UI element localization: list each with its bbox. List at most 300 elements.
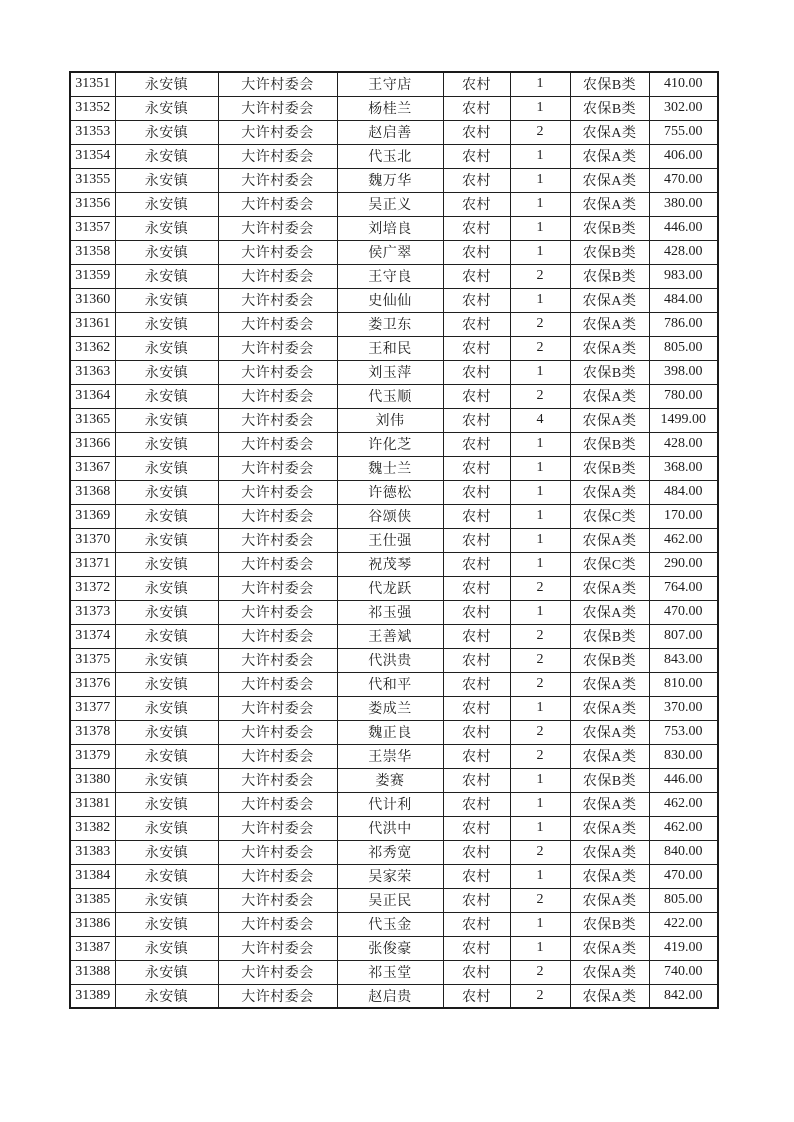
amount-cell: 368.00 [649,456,718,480]
insurance-class-cell: 农保A类 [570,336,649,360]
insurance-class-cell: 农保C类 [570,552,649,576]
person-name-cell: 娄成兰 [337,696,443,720]
category-cell: 农村 [443,72,510,96]
count-cell: 1 [510,432,570,456]
count-cell: 1 [510,360,570,384]
record-id-cell: 31377 [70,696,115,720]
record-id-cell: 31359 [70,264,115,288]
table-row [70,984,718,1008]
table-row [70,960,718,984]
count-cell: 1 [510,936,570,960]
amount-cell: 843.00 [649,648,718,672]
amount-cell: 786.00 [649,312,718,336]
record-id-cell: 31363 [70,360,115,384]
person-name-cell: 许化芝 [337,432,443,456]
table-row [70,168,718,192]
count-cell: 1 [510,696,570,720]
person-name-cell: 代洪中 [337,816,443,840]
person-name-cell: 祁玉堂 [337,960,443,984]
person-name-cell: 代玉金 [337,912,443,936]
count-cell: 1 [510,552,570,576]
village-committee-cell: 大许村委会 [218,288,337,312]
insurance-class-cell: 农保B类 [570,360,649,384]
insurance-class-cell: 农保A类 [570,408,649,432]
town-cell: 永安镇 [115,360,218,384]
count-cell: 2 [510,888,570,912]
insurance-class-cell: 农保B类 [570,456,649,480]
record-id-cell: 31352 [70,96,115,120]
person-name-cell: 刘玉萍 [337,360,443,384]
record-id-cell: 31387 [70,936,115,960]
town-cell: 永安镇 [115,600,218,624]
table-row [70,384,718,408]
insurance-class-cell: 农保A类 [570,792,649,816]
category-cell: 农村 [443,864,510,888]
person-name-cell: 王崇华 [337,744,443,768]
record-id-cell: 31362 [70,336,115,360]
village-committee-cell: 大许村委会 [218,696,337,720]
category-cell: 农村 [443,312,510,336]
amount-cell: 422.00 [649,912,718,936]
town-cell: 永安镇 [115,984,218,1008]
table-row [70,864,718,888]
village-committee-cell: 大许村委会 [218,336,337,360]
table-row [70,72,718,96]
person-name-cell: 娄卫东 [337,312,443,336]
category-cell: 农村 [443,768,510,792]
town-cell: 永安镇 [115,792,218,816]
person-name-cell: 刘伟 [337,408,443,432]
count-cell: 2 [510,576,570,600]
record-id-cell: 31382 [70,816,115,840]
insurance-class-cell: 农保B类 [570,240,649,264]
record-id-cell: 31389 [70,984,115,1008]
village-committee-cell: 大许村委会 [218,72,337,96]
category-cell: 农村 [443,528,510,552]
table-row [70,792,718,816]
count-cell: 1 [510,768,570,792]
count-cell: 2 [510,264,570,288]
amount-cell: 462.00 [649,816,718,840]
amount-cell: 830.00 [649,744,718,768]
village-committee-cell: 大许村委会 [218,912,337,936]
person-name-cell: 许德松 [337,480,443,504]
person-name-cell: 吴家荣 [337,864,443,888]
record-id-cell: 31357 [70,216,115,240]
table-row [70,912,718,936]
count-cell: 2 [510,312,570,336]
town-cell: 永安镇 [115,456,218,480]
count-cell: 2 [510,744,570,768]
record-id-cell: 31384 [70,864,115,888]
village-committee-cell: 大许村委会 [218,624,337,648]
record-id-cell: 31360 [70,288,115,312]
record-id-cell: 31353 [70,120,115,144]
town-cell: 永安镇 [115,96,218,120]
insurance-class-cell: 农保B类 [570,432,649,456]
count-cell: 1 [510,144,570,168]
category-cell: 农村 [443,264,510,288]
amount-cell: 470.00 [649,864,718,888]
count-cell: 1 [510,192,570,216]
record-id-cell: 31366 [70,432,115,456]
category-cell: 农村 [443,960,510,984]
category-cell: 农村 [443,624,510,648]
town-cell: 永安镇 [115,432,218,456]
table-row [70,816,718,840]
village-committee-cell: 大许村委会 [218,504,337,528]
amount-cell: 1499.00 [649,408,718,432]
table-row [70,360,718,384]
record-id-cell: 31365 [70,408,115,432]
insurance-class-cell: 农保A类 [570,144,649,168]
town-cell: 永安镇 [115,960,218,984]
insurance-class-cell: 农保B类 [570,264,649,288]
town-cell: 永安镇 [115,192,218,216]
town-cell: 永安镇 [115,936,218,960]
town-cell: 永安镇 [115,624,218,648]
village-committee-cell: 大许村委会 [218,120,337,144]
table-row [70,240,718,264]
amount-cell: 753.00 [649,720,718,744]
village-committee-cell: 大许村委会 [218,96,337,120]
count-cell: 2 [510,384,570,408]
category-cell: 农村 [443,456,510,480]
amount-cell: 810.00 [649,672,718,696]
amount-cell: 805.00 [649,336,718,360]
record-id-cell: 31385 [70,888,115,912]
amount-cell: 462.00 [649,528,718,552]
town-cell: 永安镇 [115,384,218,408]
table-row [70,96,718,120]
person-name-cell: 祁秀宽 [337,840,443,864]
village-committee-cell: 大许村委会 [218,600,337,624]
person-name-cell: 史仙仙 [337,288,443,312]
insurance-class-cell: 农保A类 [570,288,649,312]
town-cell: 永安镇 [115,480,218,504]
category-cell: 农村 [443,552,510,576]
table-row [70,576,718,600]
table-row [70,936,718,960]
table-row [70,840,718,864]
town-cell: 永安镇 [115,768,218,792]
village-committee-cell: 大许村委会 [218,432,337,456]
table-row [70,120,718,144]
town-cell: 永安镇 [115,72,218,96]
record-id-cell: 31388 [70,960,115,984]
village-committee-cell: 大许村委会 [218,840,337,864]
insurance-class-cell: 农保A类 [570,576,649,600]
record-id-cell: 31367 [70,456,115,480]
amount-cell: 780.00 [649,384,718,408]
amount-cell: 370.00 [649,696,718,720]
amount-cell: 419.00 [649,936,718,960]
count-cell: 1 [510,816,570,840]
town-cell: 永安镇 [115,720,218,744]
category-cell: 农村 [443,144,510,168]
person-name-cell: 代和平 [337,672,443,696]
village-committee-cell: 大许村委会 [218,552,337,576]
person-name-cell: 代玉顺 [337,384,443,408]
insurance-class-cell: 农保A类 [570,168,649,192]
amount-cell: 398.00 [649,360,718,384]
table-row [70,528,718,552]
category-cell: 农村 [443,720,510,744]
town-cell: 永安镇 [115,264,218,288]
village-committee-cell: 大许村委会 [218,720,337,744]
amount-cell: 170.00 [649,504,718,528]
person-name-cell: 王和民 [337,336,443,360]
count-cell: 4 [510,408,570,432]
record-id-cell: 31376 [70,672,115,696]
town-cell: 永安镇 [115,672,218,696]
person-name-cell: 王仕强 [337,528,443,552]
village-committee-cell: 大许村委会 [218,528,337,552]
insurance-class-cell: 农保A类 [570,480,649,504]
person-name-cell: 侯广翠 [337,240,443,264]
category-cell: 农村 [443,120,510,144]
count-cell: 2 [510,960,570,984]
record-id-cell: 31368 [70,480,115,504]
amount-cell: 983.00 [649,264,718,288]
category-cell: 农村 [443,384,510,408]
record-id-cell: 31356 [70,192,115,216]
category-cell: 农村 [443,288,510,312]
village-committee-cell: 大许村委会 [218,216,337,240]
village-committee-cell: 大许村委会 [218,264,337,288]
category-cell: 农村 [443,984,510,1008]
insurance-class-cell: 农保A类 [570,312,649,336]
amount-cell: 840.00 [649,840,718,864]
amount-cell: 740.00 [649,960,718,984]
town-cell: 永安镇 [115,216,218,240]
category-cell: 农村 [443,360,510,384]
town-cell: 永安镇 [115,840,218,864]
table-row [70,264,718,288]
town-cell: 永安镇 [115,648,218,672]
amount-cell: 484.00 [649,480,718,504]
count-cell: 2 [510,624,570,648]
village-committee-cell: 大许村委会 [218,384,337,408]
amount-cell: 380.00 [649,192,718,216]
insurance-class-cell: 农保A类 [570,936,649,960]
count-cell: 1 [510,72,570,96]
category-cell: 农村 [443,504,510,528]
category-cell: 农村 [443,480,510,504]
insurance-class-cell: 农保A类 [570,864,649,888]
person-name-cell: 代计利 [337,792,443,816]
person-name-cell: 祝茂琴 [337,552,443,576]
table-body [70,72,718,1008]
record-id-cell: 31383 [70,840,115,864]
town-cell: 永安镇 [115,912,218,936]
record-id-cell: 31364 [70,384,115,408]
town-cell: 永安镇 [115,240,218,264]
village-committee-cell: 大许村委会 [218,168,337,192]
amount-cell: 462.00 [649,792,718,816]
town-cell: 永安镇 [115,552,218,576]
village-committee-cell: 大许村委会 [218,816,337,840]
insurance-class-cell: 农保A类 [570,696,649,720]
village-committee-cell: 大许村委会 [218,480,337,504]
person-name-cell: 代龙跃 [337,576,443,600]
person-name-cell: 谷颂侠 [337,504,443,528]
village-committee-cell: 大许村委会 [218,936,337,960]
town-cell: 永安镇 [115,888,218,912]
village-committee-cell: 大许村委会 [218,408,337,432]
record-id-cell: 31375 [70,648,115,672]
insurance-class-cell: 农保A类 [570,984,649,1008]
category-cell: 农村 [443,168,510,192]
village-committee-cell: 大许村委会 [218,744,337,768]
record-id-cell: 31369 [70,504,115,528]
record-id-cell: 31379 [70,744,115,768]
person-name-cell: 赵启贵 [337,984,443,1008]
insurance-class-cell: 农保A类 [570,816,649,840]
insurance-class-cell: 农保A类 [570,840,649,864]
village-committee-cell: 大许村委会 [218,888,337,912]
amount-cell: 290.00 [649,552,718,576]
insurance-class-cell: 农保A类 [570,960,649,984]
count-cell: 1 [510,504,570,528]
record-id-cell: 31372 [70,576,115,600]
count-cell: 1 [510,600,570,624]
category-cell: 农村 [443,912,510,936]
table-row [70,456,718,480]
village-committee-cell: 大许村委会 [218,792,337,816]
payment-roster-table [69,71,719,1009]
table-row [70,768,718,792]
record-id-cell: 31378 [70,720,115,744]
insurance-class-cell: 农保C类 [570,504,649,528]
insurance-class-cell: 农保A类 [570,888,649,912]
town-cell: 永安镇 [115,504,218,528]
table-row [70,552,718,576]
count-cell: 1 [510,216,570,240]
table-row [70,480,718,504]
village-committee-cell: 大许村委会 [218,456,337,480]
insurance-class-cell: 农保B类 [570,96,649,120]
person-name-cell: 代玉北 [337,144,443,168]
record-id-cell: 31373 [70,600,115,624]
person-name-cell: 魏正良 [337,720,443,744]
category-cell: 农村 [443,840,510,864]
insurance-class-cell: 农保B类 [570,648,649,672]
person-name-cell: 魏士兰 [337,456,443,480]
village-committee-cell: 大许村委会 [218,240,337,264]
person-name-cell: 张俊豪 [337,936,443,960]
insurance-class-cell: 农保A类 [570,192,649,216]
amount-cell: 428.00 [649,240,718,264]
table-row [70,408,718,432]
record-id-cell: 31361 [70,312,115,336]
category-cell: 农村 [443,432,510,456]
amount-cell: 764.00 [649,576,718,600]
village-committee-cell: 大许村委会 [218,648,337,672]
category-cell: 农村 [443,600,510,624]
person-name-cell: 吴正民 [337,888,443,912]
count-cell: 1 [510,912,570,936]
category-cell: 农村 [443,816,510,840]
table-row [70,672,718,696]
table-row [70,888,718,912]
person-name-cell: 魏万华 [337,168,443,192]
town-cell: 永安镇 [115,696,218,720]
count-cell: 1 [510,96,570,120]
record-id-cell: 31354 [70,144,115,168]
village-committee-cell: 大许村委会 [218,960,337,984]
amount-cell: 842.00 [649,984,718,1008]
insurance-class-cell: 农保A类 [570,720,649,744]
village-committee-cell: 大许村委会 [218,576,337,600]
village-committee-cell: 大许村委会 [218,192,337,216]
person-name-cell: 王守良 [337,264,443,288]
table-row [70,288,718,312]
record-id-cell: 31381 [70,792,115,816]
table-row [70,216,718,240]
person-name-cell: 吴正义 [337,192,443,216]
record-id-cell: 31358 [70,240,115,264]
town-cell: 永安镇 [115,168,218,192]
table-row [70,432,718,456]
town-cell: 永安镇 [115,816,218,840]
person-name-cell: 赵启善 [337,120,443,144]
insurance-class-cell: 农保A类 [570,528,649,552]
category-cell: 农村 [443,336,510,360]
town-cell: 永安镇 [115,288,218,312]
category-cell: 农村 [443,696,510,720]
amount-cell: 446.00 [649,768,718,792]
count-cell: 2 [510,120,570,144]
amount-cell: 805.00 [649,888,718,912]
record-id-cell: 31351 [70,72,115,96]
town-cell: 永安镇 [115,864,218,888]
record-id-cell: 31370 [70,528,115,552]
record-id-cell: 31355 [70,168,115,192]
village-committee-cell: 大许村委会 [218,672,337,696]
count-cell: 1 [510,168,570,192]
town-cell: 永安镇 [115,408,218,432]
table-row [70,648,718,672]
record-id-cell: 31386 [70,912,115,936]
table-row [70,504,718,528]
insurance-class-cell: 农保A类 [570,384,649,408]
town-cell: 永安镇 [115,336,218,360]
amount-cell: 807.00 [649,624,718,648]
table-row [70,312,718,336]
category-cell: 农村 [443,408,510,432]
count-cell: 1 [510,480,570,504]
count-cell: 2 [510,984,570,1008]
category-cell: 农村 [443,792,510,816]
count-cell: 1 [510,240,570,264]
count-cell: 1 [510,456,570,480]
category-cell: 农村 [443,192,510,216]
person-name-cell: 娄赛 [337,768,443,792]
table-row [70,336,718,360]
town-cell: 永安镇 [115,144,218,168]
category-cell: 农村 [443,648,510,672]
table-row [70,144,718,168]
village-committee-cell: 大许村委会 [218,144,337,168]
insurance-class-cell: 农保B类 [570,72,649,96]
count-cell: 2 [510,648,570,672]
village-committee-cell: 大许村委会 [218,984,337,1008]
village-committee-cell: 大许村委会 [218,312,337,336]
amount-cell: 302.00 [649,96,718,120]
amount-cell: 406.00 [649,144,718,168]
insurance-class-cell: 农保B类 [570,912,649,936]
